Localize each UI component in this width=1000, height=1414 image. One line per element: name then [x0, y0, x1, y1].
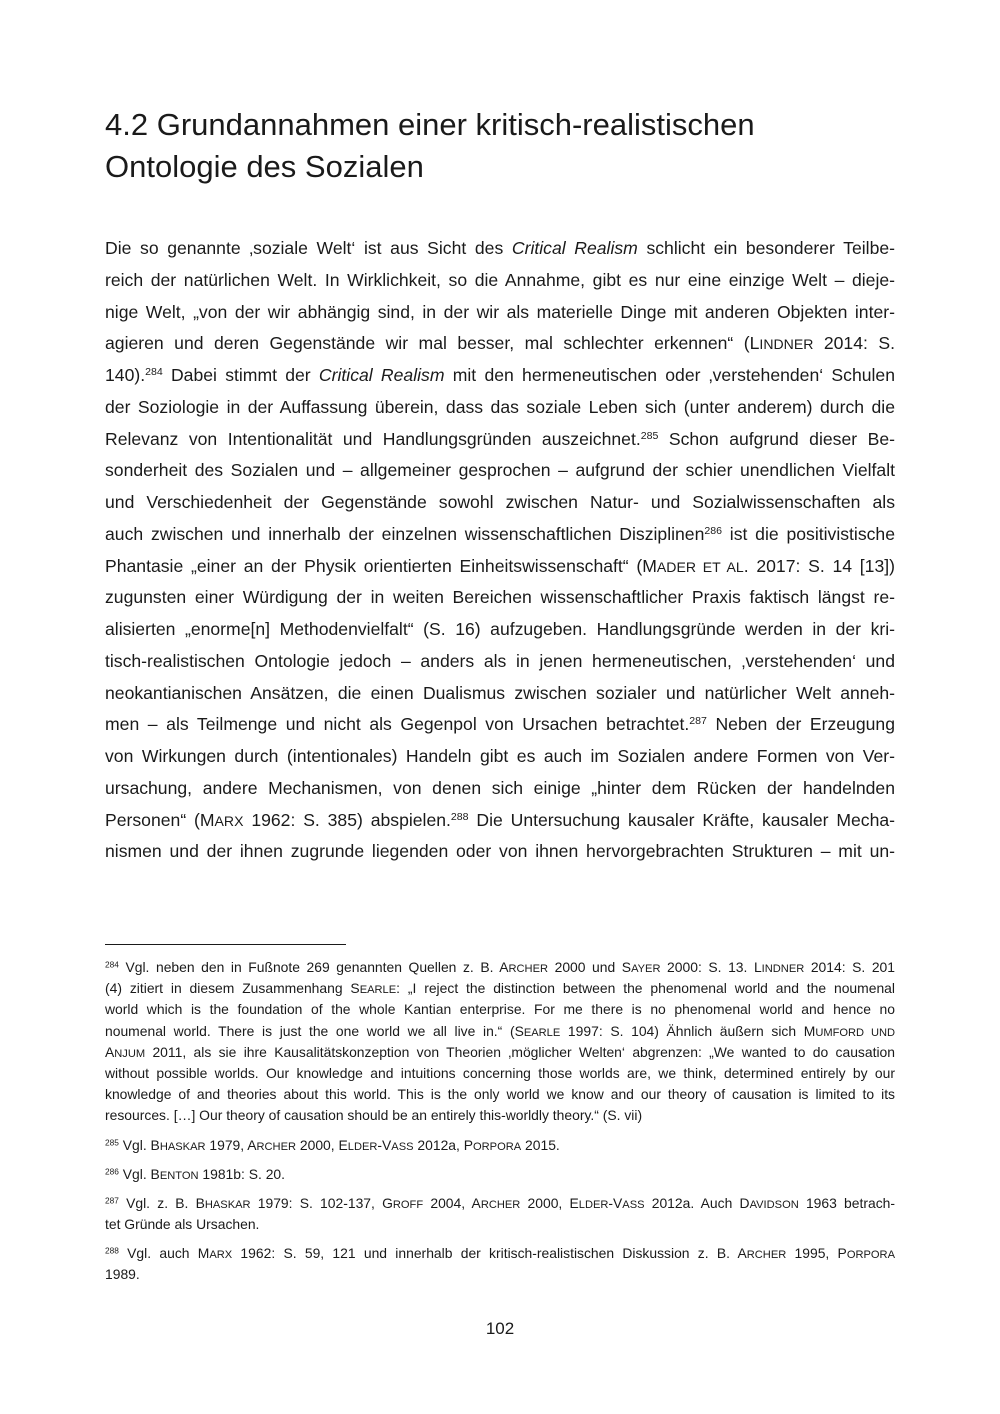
- body-line: Die so genannte ‚soziale Welt‘ ist aus Sicht des Critical Realism schlicht ein besonderer Teilbe-: [105, 238, 895, 258]
- body-line: men – als Teilmenge und nicht als Gegenpol von Ursachen betrachtet.$^{287}$ Neben der Erzeugung: [105, 714, 895, 735]
- footnote-ref: 287: [689, 715, 707, 728]
- footnote-line: $^{287}$ Vgl. z. B. BHASKAR 1979: S. 102-137, GROFF 2004, ARCHER 2000, ELDER-VASS 2012a. Auch DAVIDSON 1963 betrach-: [105, 1194, 896, 1211]
- footnote-line: knowledge of and theories about this world. This is the only world we know and our theory of causation is limited to its: [105, 1086, 895, 1103]
- footnote-285: [105, 1135, 895, 1156]
- body-line: Relevanz von Intentionalität und Handlungsgründen auszeichnet.$^{285}$ Schon aufgrund dieser Be-: [105, 428, 895, 449]
- footnote-ref: 285: [640, 429, 659, 442]
- heading-line: 4.2 Grundannahmen einer kritisch-realistischen: [105, 107, 755, 142]
- footnote-284: [105, 957, 895, 1127]
- italic-term: Critical Realism: [318, 365, 445, 385]
- footnote-separator: [105, 944, 346, 945]
- italic-term: Critical Realism: [511, 238, 638, 258]
- footnote-line: world which is the foundation of the whole Kantian enterprise. For me there is no phenomenal world and hence no: [105, 1001, 895, 1018]
- footnote-number: 287: [105, 1195, 119, 1206]
- body-line: der Soziologie in der Auffassung überein, dass das soziale Leben sich (unter anderem) durch die: [105, 396, 895, 417]
- footnote-line: tet Gründe als Ursachen.: [105, 1216, 260, 1233]
- heading-line: Ontologie des Sozialen: [105, 149, 424, 184]
- footnote-line: $^{285}$ Vgl. BHASKAR 1979, ARCHER 2000, ELDER-VASS 2012a, PORPORA 2015.: [105, 1136, 560, 1153]
- footnote-288: [105, 1243, 895, 1285]
- body-line: zugunsten einer Würdigung der in weiten Bereichen wissenschaftlicher Praxis faktisch längst re-: [105, 587, 895, 608]
- footnote-ref: 286: [704, 524, 722, 537]
- footnote-ref: 284: [145, 366, 163, 379]
- body-line: von Wirkungen durch (intentionales) Handeln gibt es auch im Sozialen andere Formen von Ver-: [105, 746, 895, 766]
- footnote-line: without possible worlds. Our knowledge and intuitions concerning those worlds are, we think, determined entirely by our: [105, 1064, 895, 1081]
- footnote-line: $^{284}$ Vgl. neben den in Fußnote 269 genannten Quellen z. B. ARCHER 2000 und SAYER 2000: S. 13. LINDNER 2014: S. 201: [105, 959, 896, 975]
- footnote-number: 284: [105, 959, 119, 970]
- footnote-line: (4) zitiert in diesem Zusammenhang SEARLE: „I reject the distinction between the phenomenal world and the noumenal: [105, 980, 895, 997]
- body-line: Personen“ (MARX 1962: S. 385) abspielen.$^{288}$ Die Untersuchung kausaler Kräfte, kausaler Mecha-: [105, 809, 895, 830]
- author-name: ARX: [214, 812, 244, 829]
- footnote-287: [105, 1193, 895, 1235]
- body-line: und Verschiedenheit der Gegenstände sowohl zwischen Natur- und Sozialwissenschaften als: [105, 492, 895, 512]
- body-line: 140).$^{284}$ Dabei stimmt der Critical Realism mit den hermeneutischen oder ‚verstehenden‘ Schulen: [105, 365, 895, 385]
- page-number: 102: [485, 1319, 515, 1338]
- section-heading: [105, 104, 905, 188]
- footnote-line: resources. […] Our theory of causation should be an entirely this-worldly theory.“ (S. vii): [105, 1107, 643, 1124]
- body-line: neokantianischen Ansätzen, die einen Dualismus zwischen sozialer und natürlicher Welt anneh-: [105, 682, 895, 703]
- body-line: nismen und der ihnen zugrunde liegenden oder von ihnen hervorgebrachten Strukturen – mit un-: [105, 841, 895, 862]
- body-line: reich der natürlichen Welt. In Wirklichkeit, so die Annahme, gibt es nur eine einzige Welt – dieje-: [105, 269, 895, 290]
- body-line: auch zwischen und innerhalb der einzelnen wissenschaftlichen Disziplinen$^{286}$ ist die positivistische: [105, 523, 895, 544]
- author-name: ADER ET AL: [656, 558, 744, 575]
- author-name: INDNER: [759, 336, 814, 353]
- footnotes: [105, 957, 895, 1294]
- body-line: tisch-realistischen Ontologie jedoch – anders als in jenen hermeneutischen, ‚verstehenden‘ und: [105, 650, 895, 671]
- footnote-number: 285: [105, 1136, 119, 1147]
- body-line: nige Welt, „von der wir abhängig sind, in der wir als materielle Dinge mit anderen Objekten inter-: [105, 301, 895, 322]
- body-line: alisierten „enorme[n] Methodenvielfalt“ (S. 16) aufzugeben. Handlungsgründe werden in der kri-: [105, 619, 895, 639]
- footnote-286: [105, 1164, 895, 1185]
- body-line: agieren und deren Gegenstände wir mal besser, mal schlechter erkennen“ (LINDNER 2014: S.: [105, 333, 895, 354]
- footnote-line: 1989.: [105, 1266, 140, 1283]
- footnote-line: $^{286}$ Vgl. BENTON 1981b: S. 20.: [105, 1165, 286, 1182]
- footnote-line: noumenal world. There is just the one world we all live in.“ (SEARLE 1997: S. 104) Ähnlich äußern sich MUMFORD UND: [105, 1022, 896, 1039]
- footnote-ref: 288: [450, 810, 469, 823]
- footnote-number: 286: [105, 1166, 119, 1177]
- body-line: sonderheit des Sozialen und – allgemeiner gesprochen – aufgrund der schier unendlichen Vielfalt: [105, 460, 895, 481]
- body-paragraph: [105, 233, 895, 868]
- body-line: Phantasie „einer an der Physik orientierten Einheitswissenschaft“ (MADER ET AL. 2017: S. 14 [13]): [105, 555, 895, 576]
- footnote-number: 288: [105, 1245, 119, 1256]
- footnote-line: $^{288}$ Vgl. auch MARX 1962: S. 59, 121 und innerhalb der kritisch-realistischen Diskussion z. B. ARCHER 1995, PORPORA: [105, 1245, 895, 1262]
- footnote-line: ANJUM 2011, als sie ihre Kausalitätskonzeption von Theorien ‚möglicher Welten‘ abgrenzen: „We wanted to do causation: [105, 1043, 895, 1060]
- body-line: ursachung, andere Mechanismen, von denen sich einige „hinter dem Rücken der handelnden: [105, 777, 895, 798]
